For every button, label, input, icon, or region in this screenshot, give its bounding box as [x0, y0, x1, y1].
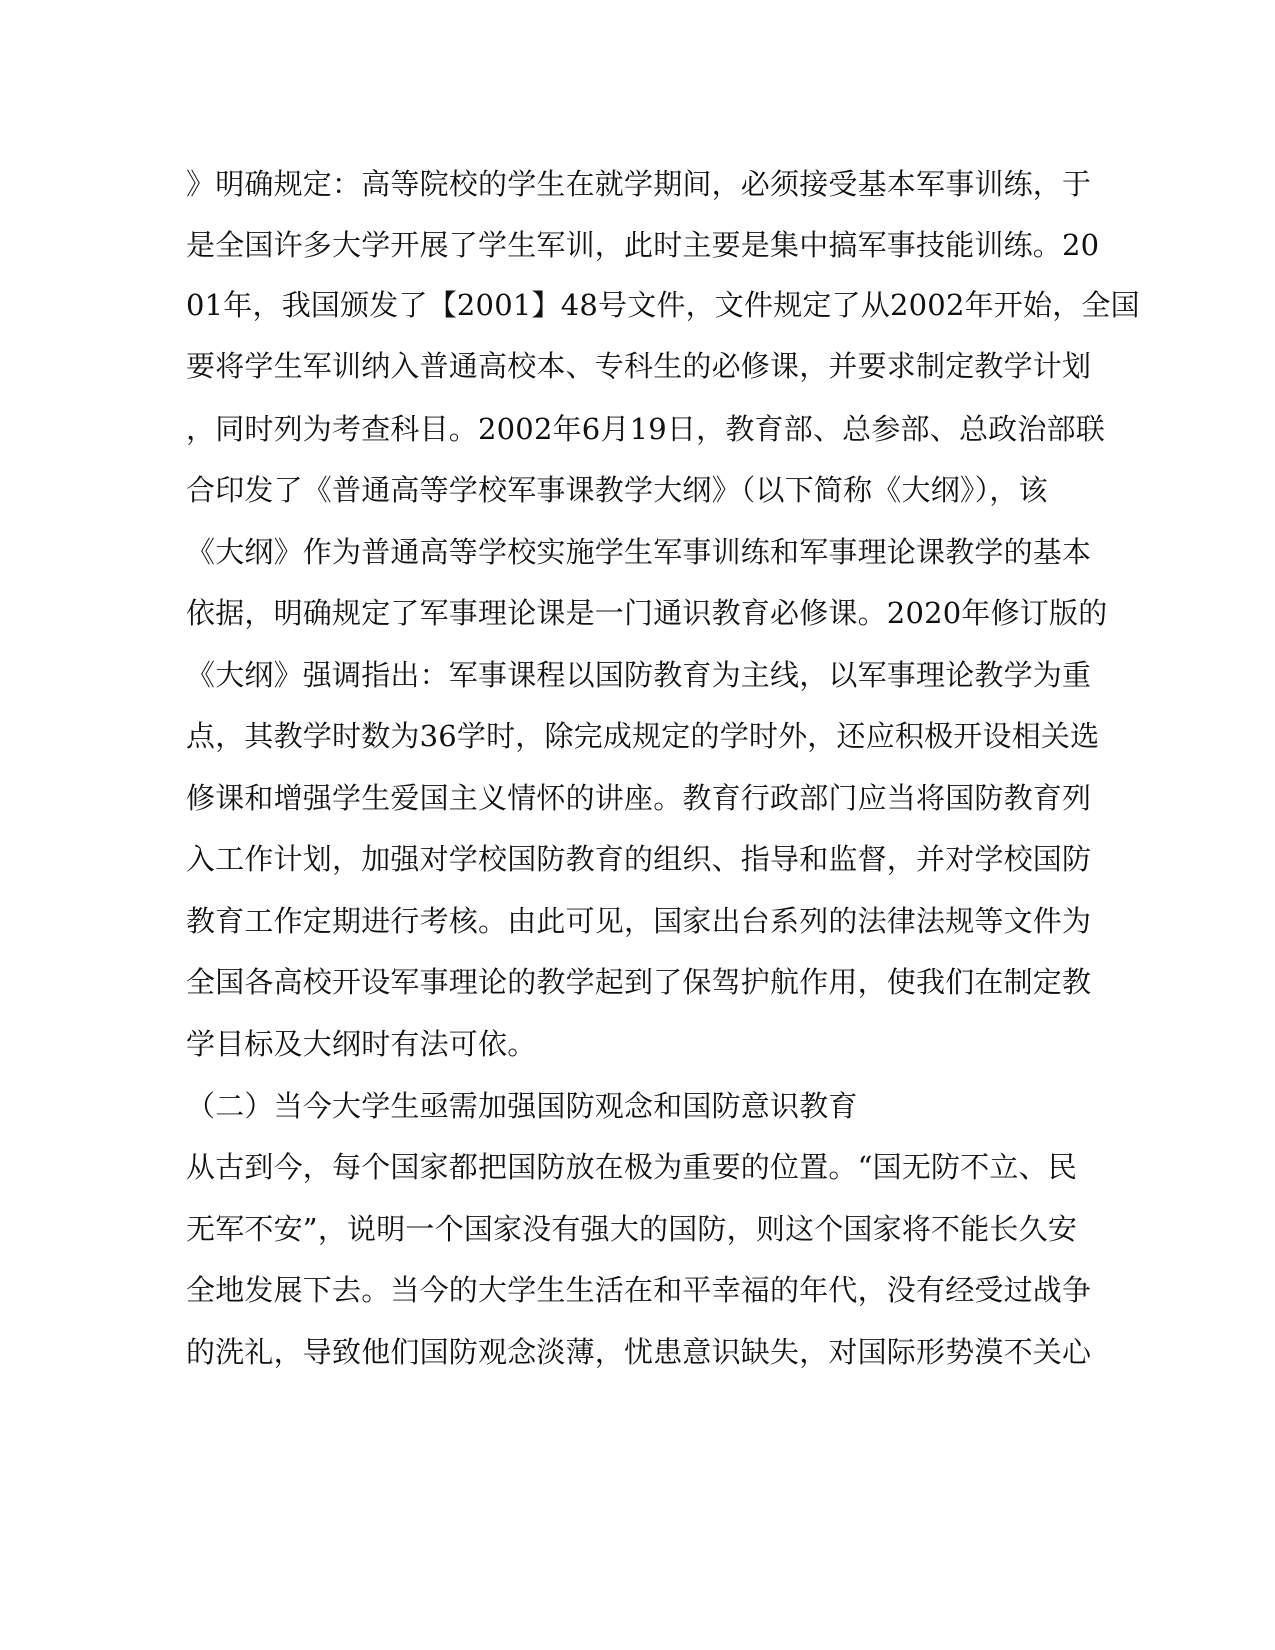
text-line: 的洗礼，导致他们国防观念淡薄，忧患意识缺失，对国际形势漠不关心	[186, 1335, 1092, 1369]
text-line: 全国各高校开设军事理论的教学起到了保驾护航作用，使我们在制定教	[186, 965, 1092, 999]
text-line: 全地发展下去。当今的大学生生活在和平幸福的年代，没有经受过战争	[186, 1273, 1092, 1307]
text-line: 从古到今，每个国家都把国防放在极为重要的位置。“国无防不立、民	[186, 1150, 1078, 1184]
text-line: 》明确规定：高等院校的学生在就学期间，必须接受基本军事训练，于	[186, 167, 1092, 201]
text-line: 《大纲》作为普通高等学校实施学生军事训练和军事理论课教学的基本	[186, 535, 1092, 569]
text-line: 教育工作定期进行考核。由此可见，国家出台系列的法律法规等文件为	[186, 904, 1092, 938]
section-heading: （二）当今大学生亟需加强国防观念和国防意识教育	[186, 1089, 858, 1123]
text-line: 是全国许多大学开展了学生军训，此时主要是集中搞军事技能训练。20	[186, 228, 1100, 262]
text-line: 要将学生军训纳入普通高校本、专科生的必修课，并要求制定教学计划	[186, 349, 1092, 383]
text-line: ，同时列为考查科目。2002年6月19日，教育部、总参部、总政治部联	[186, 412, 1105, 446]
text-line: 《大纲》强调指出：军事课程以国防教育为主线，以军事理论教学为重	[186, 658, 1092, 692]
text-line: 无军不安”，说明一个国家没有强大的国防，则这个国家将不能长久安	[186, 1212, 1078, 1246]
text-line: 学目标及大纲时有法可依。	[186, 1027, 537, 1061]
text-line: 合印发了《普通高等学校军事课教学大纲》（以下简称《大纲》），该	[186, 473, 1048, 507]
text-line: 点，其教学时数为36学时，除完成规定的学时外，还应积极开设相关选	[186, 719, 1100, 753]
text-line: 01年，我国颁发了【2001】48号文件，文件规定了从2002年开始，全国	[186, 288, 1140, 322]
text-line: 修课和增强学生爱国主义情怀的讲座。教育行政部门应当将国防教育列	[186, 781, 1092, 815]
text-line: 入工作计划，加强对学校国防教育的组织、指导和监督，并对学校国防	[186, 842, 1092, 876]
text-line: 依据，明确规定了军事理论课是一门通识教育必修课。2020年修订版的	[186, 596, 1108, 630]
